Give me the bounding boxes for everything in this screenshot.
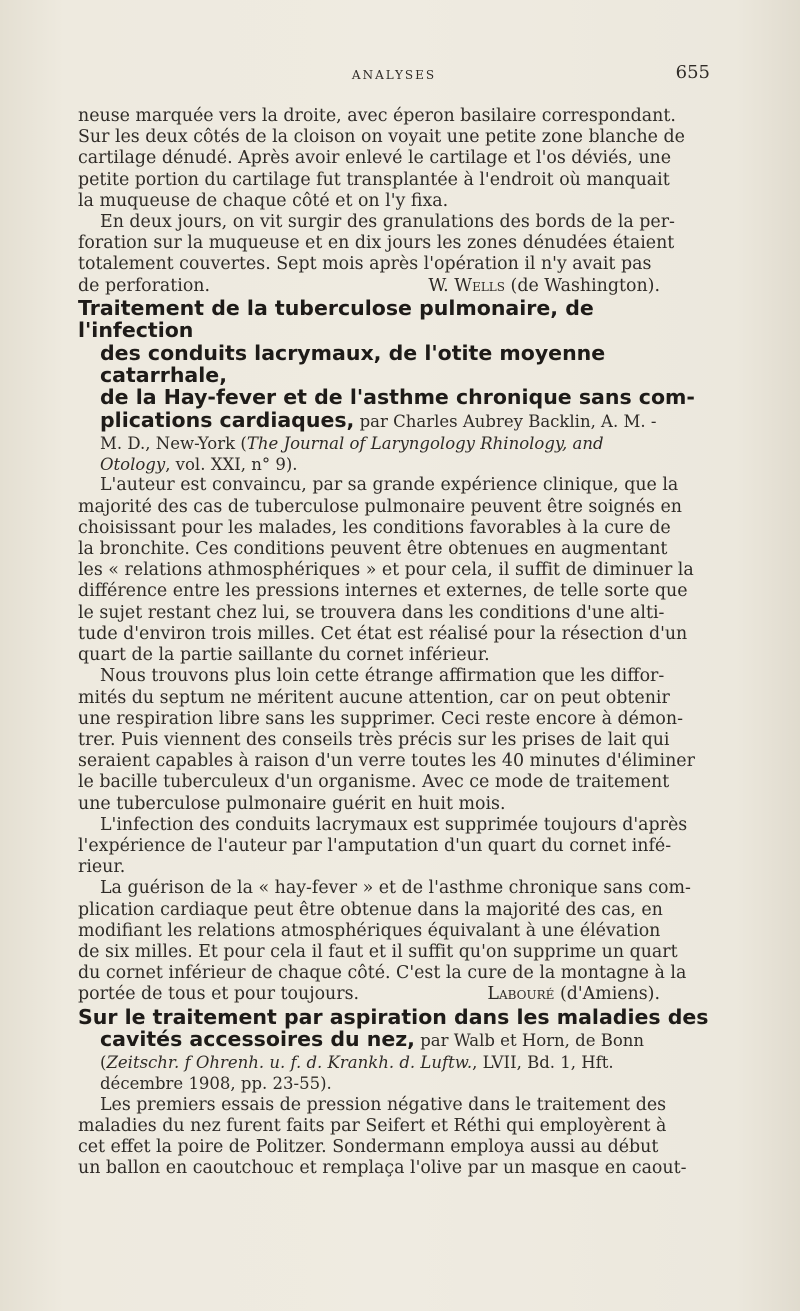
text-line: portée de tous et pour toujours. <box>78 984 360 1005</box>
article-heading <box>78 1006 710 1095</box>
text-line: une respiration libre sans les supprimer. Ceci reste encore à démon- <box>78 708 683 729</box>
text-line: Nous trouvons plus loin cette étrange affirmation que les diffor- <box>100 666 665 687</box>
paragraph <box>78 475 710 666</box>
article-title: Traitement de la tuberculose pulmonaire, de l'infection <box>78 295 594 343</box>
paragraph <box>78 878 710 1005</box>
citation <box>78 454 710 475</box>
paragraph <box>78 212 710 297</box>
citation: par Charles Aubrey Backlin, A. M. - <box>354 411 657 431</box>
text-line: petite portion du cartilage fut transplantée à l'endroit où manquait <box>78 169 670 190</box>
text-line: la bronchite. Ces conditions peuvent être obtenues en augmentant <box>78 539 668 560</box>
text-line: de perforation. <box>78 275 211 296</box>
text-line: Sur les deux côtés de la cloison on voyait une petite zone blanche de <box>78 127 685 148</box>
body-text <box>78 106 710 1179</box>
citation-text: M. D., New-York ( <box>100 434 247 454</box>
paragraph <box>78 815 710 879</box>
text-line: En deux jours, on vit surgir des granulations des bords de la per- <box>100 212 675 233</box>
author-name: W. Wells <box>428 275 505 296</box>
text-line: le sujet restant chez lui, se trouvera dans les conditions d'une alti- <box>78 602 665 623</box>
article-title: de la Hay-fever et de l'asthme chronique sans com- <box>100 385 695 410</box>
text-line: du cornet inférieur de chaque côté. C'est la cure de la montagne à la <box>78 963 687 984</box>
author-place: (de Washington). <box>505 275 660 296</box>
citation-text: ( <box>100 1053 107 1073</box>
journal-title: Zeitschr. f Ohrenh. u. f. d. Krankh. d. Luftw. <box>106 1053 473 1073</box>
text-line: plication cardiaque peut être obtenue dans la majorité des cas, en <box>78 899 663 920</box>
text-line: maladies du nez furent faits par Seifert et Réthi qui employèrent à <box>78 1115 667 1136</box>
text-line: majorité des cas de tuberculose pulmonaire peuvent être soignés en <box>78 496 682 517</box>
signature-line <box>78 984 710 1005</box>
text-line: foration sur la muqueuse et en dix jours les zones dénudées étaient <box>78 233 675 254</box>
text-line: neuse marquée vers la droite, avec éperon basilaire correspondant. <box>78 106 676 126</box>
text-line: seraient capables à raison d'un verre toutes les 40 minutes d'éliminer <box>78 751 695 772</box>
text-line: L'infection des conduits lacrymaux est supprimée toujours d'après <box>100 814 688 835</box>
text-line: les « relations athmosphériques » et pour cela, il suffit de diminuer la <box>78 560 694 581</box>
paragraph <box>78 1095 710 1180</box>
text-line: le bacille tuberculeux d'un organisme. Avec ce mode de traitement <box>78 772 670 793</box>
text-line: un ballon en caoutchouc et remplaça l'olive par un masque en caout- <box>78 1158 687 1179</box>
author-name: Labouré <box>487 984 555 1005</box>
text-line: la muqueuse de chaque côté et on l'y fixa. <box>78 190 449 211</box>
text-line: La guérison de la « hay-fever » et de l'asthme chronique sans com- <box>100 878 691 899</box>
text-line: l'expérience de l'auteur par l'amputation d'un quart du cornet infé- <box>78 835 672 856</box>
author-place: (d'Amiens). <box>554 984 660 1005</box>
text-line: Les premiers essais de pression négative dans le traitement des <box>100 1094 667 1115</box>
article-title: Sur le traitement par aspiration dans les maladies des <box>78 1004 709 1029</box>
signature <box>428 276 710 297</box>
article-title: cavités accessoires du nez, <box>100 1026 415 1051</box>
text-line: choisissant pour les malades, les conditions favorables à la cure de <box>78 517 671 538</box>
citation: décembre 1908, pp. 23-55). <box>100 1074 332 1094</box>
paragraph <box>78 666 710 814</box>
page-header <box>78 62 710 88</box>
journal-title: Otology <box>100 455 166 475</box>
text-line: L'auteur est convaincu, par sa grande expérience clinique, que la <box>100 475 679 496</box>
signature-line <box>78 276 710 297</box>
text-line: de six milles. Et pour cela il faut et il suffit qu'on supprime un quart <box>78 941 678 962</box>
page-number: 655 <box>675 62 710 83</box>
citation <box>78 433 710 454</box>
text-line: cartilage dénudé. Après avoir enlevé le cartilage et l'os déviés, une <box>78 148 672 169</box>
text-line: trer. Puis viennent des conseils très précis sur les prises de lait qui <box>78 729 670 750</box>
article-title-citation <box>78 1028 710 1052</box>
text-line: mités du septum ne méritent aucune attention, car on peut obtenir <box>78 687 670 708</box>
citation-text: , vol. XXI, n° 9). <box>165 455 298 475</box>
journal-title: The Journal of Laryngology Rhinology, and <box>246 434 604 454</box>
text-line: tude d'environ trois milles. Cet état est réalisé pour la résection d'un <box>78 623 688 644</box>
text-line: différence entre les pressions internes et externes, de telle sorte que <box>78 581 688 602</box>
text-line: quart de la partie saillante du cornet inférieur. <box>78 645 490 666</box>
citation-text: par Walb et Horn, de Bonn <box>414 1030 645 1050</box>
article-title-citation <box>78 409 710 433</box>
text-line: modifiant les relations atmosphériques équivalant à une élévation <box>78 920 661 941</box>
text-line: cet effet la poire de Politzer. Sondermann employa aussi au début <box>78 1136 659 1157</box>
article-heading <box>78 297 710 476</box>
citation-text: , LVII, Bd. 1, Hft. <box>472 1053 614 1073</box>
text-line: totalement couvertes. Sept mois après l'opération il n'y avait pas <box>78 254 652 275</box>
citation <box>415 1031 644 1050</box>
running-head: ANALYSES <box>351 68 437 82</box>
continuation-paragraph <box>78 106 710 212</box>
signature <box>487 984 710 1005</box>
text-line: rieur. <box>78 857 126 878</box>
citation <box>78 1052 710 1073</box>
article-title: plications cardiaques, <box>100 407 355 432</box>
text-line: une tuberculose pulmonaire guérit en huit mois. <box>78 793 506 814</box>
article-title: des conduits lacrymaux, de l'otite moyenne catarrhale, <box>100 340 606 388</box>
